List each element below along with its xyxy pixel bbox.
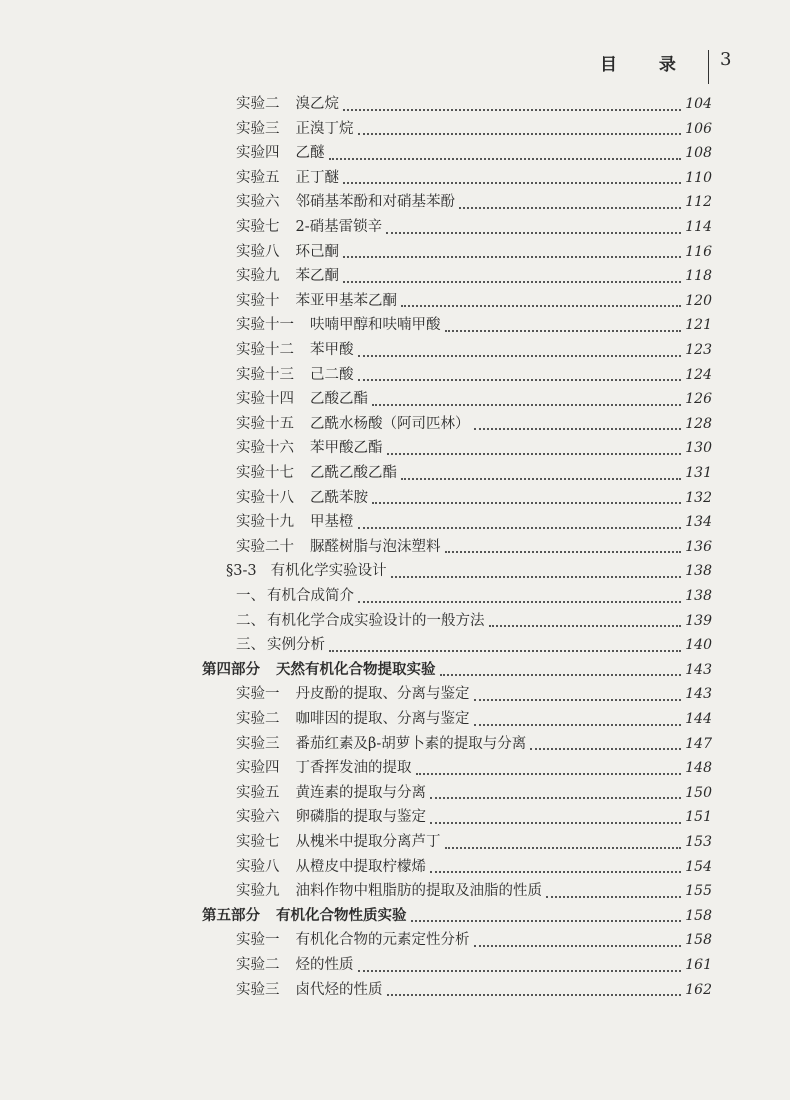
toc-entry-title: 黄连素的提取与分离: [295, 784, 426, 801]
toc-entry-label: 实验一: [236, 686, 280, 703]
dot-leader: [358, 378, 682, 381]
dot-leader: [430, 821, 681, 824]
toc-entry-page: 143: [685, 661, 712, 678]
toc-entry-page: 147: [685, 735, 712, 752]
toc-entry-title: 2-硝基雷锁辛: [295, 219, 383, 235]
toc-entry-label: 实验十一: [236, 317, 294, 334]
toc-entry: [236, 117, 712, 141]
toc-entry: [236, 264, 712, 288]
toc-entry: [202, 658, 712, 682]
toc-entry-label: 实验十七: [236, 465, 294, 481]
toc-entry-label: 实验十八: [236, 489, 294, 506]
dot-leader: [459, 206, 681, 209]
dot-leader: [474, 427, 682, 430]
toc-entry: [236, 855, 712, 879]
toc-entry-page: 161: [685, 957, 712, 973]
header-page-number: 3: [720, 49, 732, 70]
toc-entry-title: 苯甲酸: [310, 342, 354, 358]
toc-entry-title: 苯甲酸乙酯: [310, 440, 383, 457]
toc-entry-title: 正丁醚: [295, 169, 339, 186]
toc-entry-page: 151: [685, 809, 712, 826]
toc-entry-title: 卵磷脂的提取与鉴定: [295, 809, 426, 826]
toc-entry: [236, 928, 712, 952]
toc-entry-title: 环己酮: [295, 243, 339, 260]
toc-entry: [236, 633, 712, 657]
toc-entry: [236, 682, 712, 706]
toc-entry: [236, 486, 712, 510]
toc-entry: [236, 461, 712, 485]
toc-entry: [236, 535, 712, 559]
toc-entry-title: 有机化合物的元素定性分析: [295, 932, 470, 949]
toc-entry: [236, 879, 712, 903]
toc-entry-page: 121: [685, 317, 712, 334]
toc-entry-title: 丹皮酚的提取、分离与鉴定: [295, 686, 470, 703]
dot-leader: [358, 354, 682, 357]
toc-entry-title: 丁香挥发油的提取: [295, 760, 412, 777]
toc-entry-page: 131: [685, 465, 712, 481]
dot-leader: [358, 600, 681, 603]
dot-leader: [358, 132, 682, 135]
toc-entry-label: 实验十三: [236, 366, 294, 383]
toc-entry-title: 己二酸: [310, 366, 354, 383]
toc-entry: [236, 510, 712, 534]
toc-entry: [236, 756, 712, 780]
toc-entry-label: 三、: [236, 637, 265, 654]
toc-entry-page: 154: [685, 858, 712, 875]
toc-entry-page: 120: [685, 292, 712, 309]
dot-leader: [489, 624, 682, 627]
dot-leader: [401, 304, 681, 307]
toc-entry-title: 有机化合物性质实验: [276, 907, 407, 924]
toc-entry-label: 实验十四: [236, 391, 294, 408]
toc-entry-page: 104: [685, 96, 712, 112]
toc-entry-label: 实验二: [236, 957, 280, 973]
toc-entry-page: 155: [685, 883, 712, 900]
toc-entry-page: 106: [685, 120, 712, 137]
dot-leader: [430, 870, 681, 873]
toc-entry-title: 实例分析: [267, 637, 325, 654]
toc-entry-label: 实验七: [236, 219, 280, 235]
toc-entry-page: 143: [685, 686, 712, 703]
toc-entry-label: 实验十五: [236, 415, 294, 432]
dot-leader: [530, 747, 681, 750]
dot-leader: [416, 772, 682, 775]
toc-entry-page: 144: [685, 711, 712, 727]
toc-entry-title: 正溴丁烷: [295, 120, 354, 137]
dot-leader: [358, 969, 682, 972]
toc-entry-title: 呋喃甲醇和呋喃甲酸: [310, 317, 441, 334]
toc-entry-label: 实验三: [236, 981, 280, 998]
dot-leader: [387, 452, 682, 455]
toc-entry-title: 咖啡因的提取、分离与鉴定: [295, 711, 470, 727]
toc-entry-page: 136: [685, 538, 712, 555]
toc-entry-page: 138: [685, 563, 712, 580]
toc-entry: [236, 313, 712, 337]
toc-entry-page: 108: [685, 145, 712, 162]
toc-entry-page: 132: [685, 489, 712, 506]
toc-entry-title: 溴乙烷: [295, 96, 339, 112]
toc-entry-page: 139: [685, 612, 712, 629]
toc-entry: [236, 584, 712, 608]
toc-entry-label: 实验七: [236, 834, 280, 850]
toc-entry-title: 邻硝基苯酚和对硝基苯酚: [295, 194, 455, 211]
toc-entry-label: 实验五: [236, 784, 280, 801]
toc-entry-title: 乙醚: [295, 145, 325, 162]
header-divider: [708, 50, 709, 84]
toc-entry-label: 实验十二: [236, 342, 294, 358]
toc-entry-title: 乙酰水杨酸（阿司匹林）: [310, 415, 470, 432]
dot-leader: [343, 108, 681, 111]
toc-entry-label: 实验九: [236, 883, 280, 900]
toc-entry-page: 150: [685, 784, 712, 801]
toc-entry-title: 乙酸乙酯: [310, 391, 368, 408]
dot-leader: [358, 526, 682, 529]
toc-entry-title: 苯亚甲基苯乙酮: [295, 292, 397, 309]
toc-entry-title: 从槐米中提取分离芦丁: [295, 834, 441, 850]
toc-entry-label: 实验六: [236, 194, 280, 211]
toc-entry-label: 实验八: [236, 243, 280, 260]
dot-leader: [430, 796, 681, 799]
dot-leader: [372, 501, 681, 504]
toc-entry: [226, 559, 712, 583]
toc-entry: [236, 707, 712, 731]
toc-entry: [236, 289, 712, 313]
toc-entry: [236, 412, 712, 436]
toc-entry-label: 实验四: [236, 760, 280, 777]
toc-entry-title: 脲醛树脂与泡沫塑料: [310, 538, 441, 555]
toc-entry-title: 烃的性质: [295, 957, 354, 973]
toc-entry: [236, 92, 712, 116]
toc-entry: [236, 141, 712, 165]
toc-entry: [236, 166, 712, 190]
toc-entry: [236, 830, 712, 854]
dot-leader: [474, 723, 682, 726]
dot-leader: [343, 181, 681, 184]
toc-entry-label: 实验三: [236, 120, 280, 137]
toc-entry-title: 番茄红素及β-胡萝卜素的提取与分离: [295, 735, 527, 752]
toc-entry: [236, 240, 712, 264]
toc-entry-label: 第五部分: [202, 907, 260, 924]
toc-entry-page: 116: [685, 243, 712, 260]
toc-entry: [236, 338, 712, 362]
toc-entry-page: 148: [685, 760, 712, 777]
toc-entry-page: 138: [685, 588, 712, 604]
toc-entry-label: 实验十九: [236, 514, 294, 531]
toc-entry: [236, 978, 712, 1002]
toc-entry: [236, 953, 712, 977]
dot-leader: [474, 698, 682, 701]
toc-entry: [236, 805, 712, 829]
toc-entry-label: 实验二: [236, 96, 280, 112]
toc-entry-label: 二、: [236, 612, 265, 629]
toc-entry-page: 118: [685, 268, 712, 285]
toc-entry-label: 实验二: [236, 711, 280, 727]
toc-entry: [202, 904, 712, 928]
toc-entry-page: 130: [685, 440, 712, 457]
toc-entry-label: 实验八: [236, 858, 280, 875]
toc-entry-label: 一、: [236, 588, 265, 604]
toc-entry: [236, 215, 712, 239]
toc-entry-label: 实验一: [236, 932, 280, 949]
toc-entry: [236, 387, 712, 411]
dot-leader: [546, 895, 681, 898]
dot-leader: [445, 846, 682, 849]
toc-entry-title: 甲基橙: [310, 514, 354, 531]
toc-entry-page: 123: [685, 342, 712, 358]
dot-leader: [445, 550, 682, 553]
toc-entry: [236, 190, 712, 214]
toc-entry-page: 112: [685, 194, 712, 211]
dot-leader: [329, 649, 681, 652]
toc-entry-title: 苯乙酮: [295, 268, 339, 285]
toc-entry-label: 实验四: [236, 145, 280, 162]
toc-entry-title: 有机化学实验设计: [270, 563, 387, 580]
toc-entry-title: 卤代烃的性质: [295, 981, 383, 998]
dot-leader: [329, 157, 682, 160]
toc-entry-title: 天然有机化合物提取实验: [276, 661, 436, 678]
dot-leader: [343, 280, 681, 283]
toc-entry-title: 有机化学合成实验设计的一般方法: [267, 612, 485, 629]
dot-leader: [445, 329, 682, 332]
toc-entry: [236, 609, 712, 633]
toc-entry-label: 实验十六: [236, 440, 294, 457]
toc-entry-label: 实验九: [236, 268, 280, 285]
dot-leader: [411, 919, 682, 922]
running-header: [600, 50, 770, 84]
toc-entry: [236, 363, 712, 387]
toc-entry-title: 有机合成简介: [267, 588, 354, 604]
toc-entry-label: 实验三: [236, 735, 280, 752]
toc-entry-page: 110: [685, 169, 712, 186]
dot-leader: [401, 477, 681, 480]
toc-entry-page: 126: [685, 391, 712, 408]
toc-entry: [236, 781, 712, 805]
toc-entry-page: 134: [685, 514, 712, 531]
toc-entry-label: 实验十: [236, 292, 280, 309]
dot-leader: [386, 231, 681, 234]
toc-entry-page: 140: [685, 637, 712, 654]
toc-entry-title: 从橙皮中提取柠檬烯: [295, 858, 426, 875]
toc-entry-title: 乙酰苯胺: [310, 489, 368, 506]
toc-entry: [236, 732, 712, 756]
toc-entry-page: 158: [685, 907, 712, 924]
toc-entry: [236, 436, 712, 460]
dot-leader: [391, 575, 682, 578]
toc-entry-page: 153: [685, 834, 712, 850]
toc-entry-page: 124: [685, 366, 712, 383]
toc-entry-title: 油料作物中粗脂肪的提取及油脂的性质: [295, 883, 542, 900]
toc-entry-label: 实验二十: [236, 538, 294, 555]
dot-leader: [387, 993, 682, 996]
dot-leader: [343, 255, 681, 258]
toc-entry-title: 乙酰乙酸乙酯: [310, 465, 397, 481]
toc-entry-page: 128: [685, 415, 712, 432]
toc-entry-page: 162: [685, 981, 712, 998]
toc-entry-label: 第四部分: [202, 661, 260, 678]
toc-entry-label: 实验六: [236, 809, 280, 826]
dot-leader: [372, 403, 681, 406]
toc-entry-label: §3-3: [226, 563, 257, 580]
toc-entry-page: 114: [685, 219, 712, 235]
toc-entry-page: 158: [685, 932, 712, 949]
header-title: 目 录: [600, 55, 694, 75]
dot-leader: [474, 944, 682, 947]
dot-leader: [440, 673, 682, 676]
toc-entry-label: 实验五: [236, 169, 280, 186]
